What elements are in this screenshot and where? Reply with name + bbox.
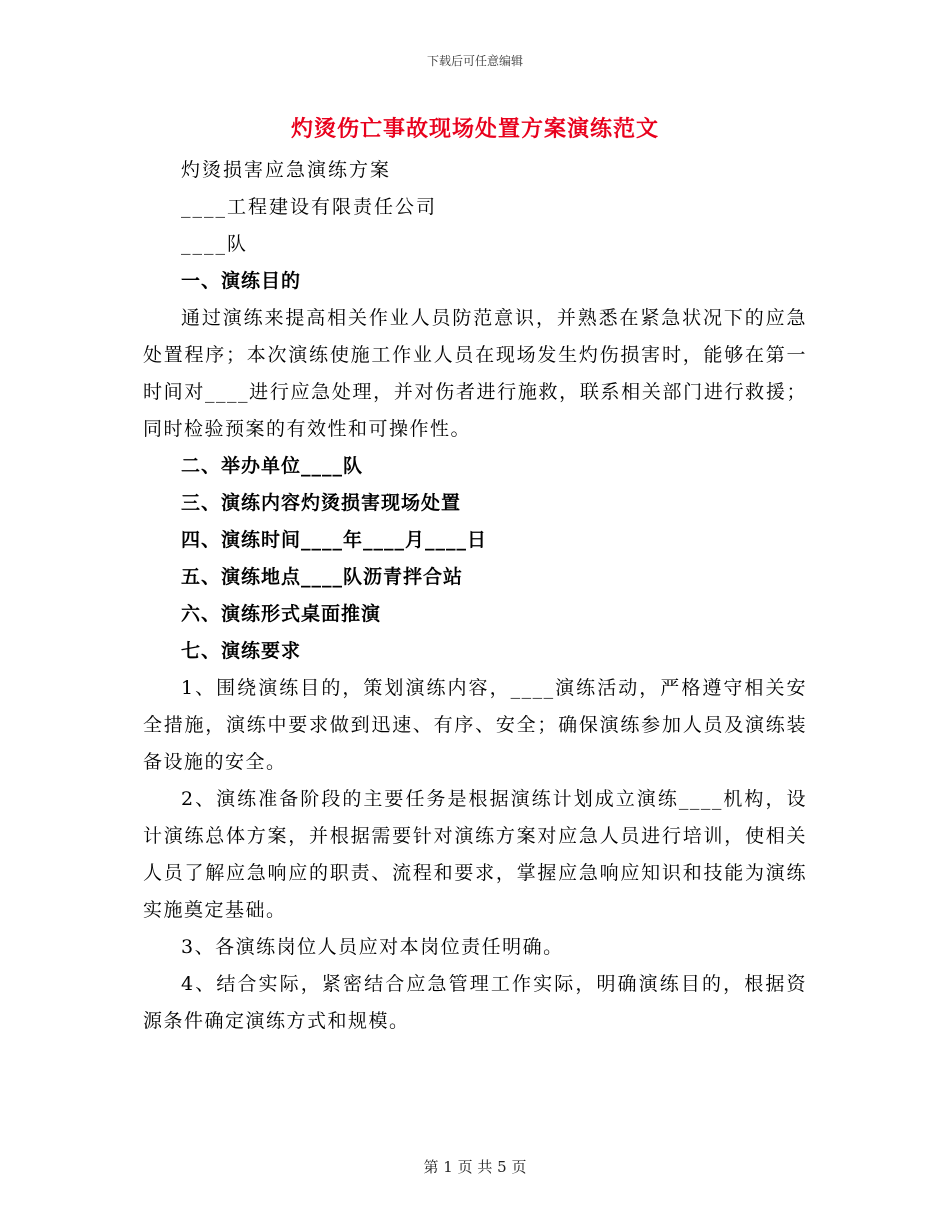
section-heading-requirements: 七、演练要求 [181,640,302,662]
team-line: ____队 [181,233,249,255]
section-heading-content: 三、演练内容灼烫损害现场处置 [181,492,462,514]
document-title: 灼烫伤亡事故现场处置方案演练范文 [290,116,659,142]
section-heading-location: 五、演练地点____队沥青拌合站 [181,566,464,588]
section-text-purpose: 通过演练来提高相关作业人员防范意识，并熟悉在紧急状况下的应急处置程序；本次演练使施工作业人员在现场发生灼伤损害时，能够在第一时间对____进行应急处理，并对伤者进行施救，联系相关部门进行救援；同时检验预案的有效性和可操作性。 [143,307,807,440]
section-heading-purpose: 一、演练目的 [181,270,302,292]
requirement-item: 1、围绕演练目的，策划演练内容，____演练活动，严格遵守相关安全措施，演练中要求做到迅速、有序、安全；确保演练参加人员及演练装备设施的安全。 [143,677,807,773]
requirement-item: 2、演练准备阶段的主要任务是根据演练计划成立演练____机构，设计演练总体方案，并根据需要针对演练方案对应急人员进行培训，使相关人员了解应急响应的职责、流程和要求，掌握应急响应知识和技能为演练实施奠定基础。 [143,788,807,921]
requirement-item: 4、结合实际，紧密结合应急管理工作实际，明确演练目的，根据资源条件确定演练方式和规模。 [143,973,807,1032]
section-heading-organizer: 二、举办单位____队 [181,455,364,477]
page-number-footer: 第 1 页 共 5 页 [423,1158,527,1176]
requirement-item: 3、各演练岗位人员应对本岗位责任明确。 [181,936,564,958]
subtitle-line: 灼烫损害应急演练方案 [181,159,392,181]
company-line: ____工程建设有限责任公司 [181,196,438,218]
document-body [143,152,807,1040]
section-heading-form: 六、演练形式桌面推演 [181,603,382,625]
page-header-note: 下载后可任意编辑 [426,54,523,68]
section-heading-time: 四、演练时间____年____月____日 [181,529,488,551]
